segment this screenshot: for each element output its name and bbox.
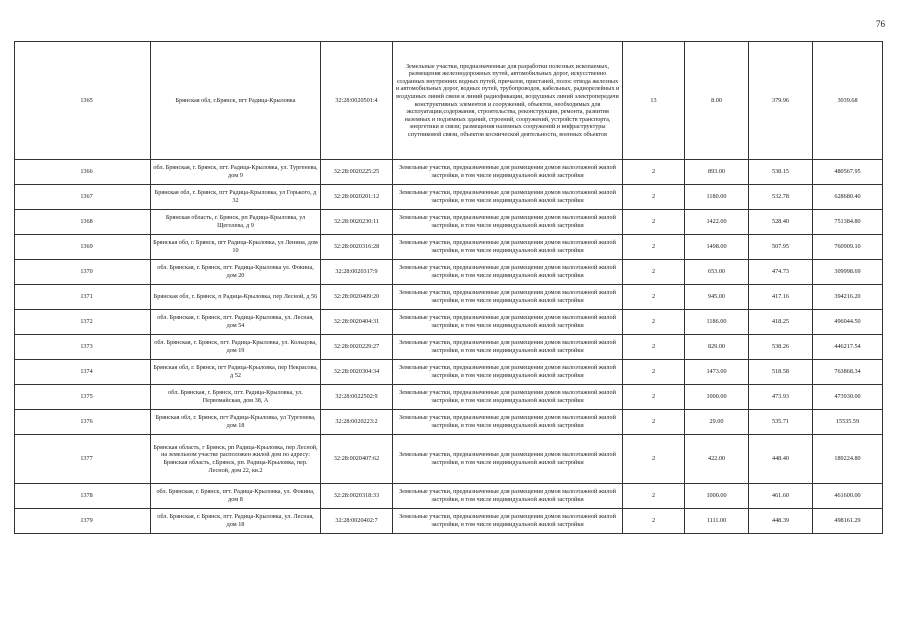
cadastral-value-cell: 189224.80 [813,435,883,484]
land-purpose-cell: Земельные участки, предназначенные для разработки полезных ископаемых, размещения железнодорожных путей, автомобильных дорог, искусственно созданных внутренних водных путей, причалов, пристаней, полос отвода железных и автомобильных дорог, водных путей, трубопроводов, кабельных, радиорелейных и воздушных линий связи и линий радиофикации, воздушных линий электропередачи конструктивных элементов и сооружений, объектов, необходимых для эксплуатации,содержания, строительства, реконструкции, ремонта, развития наземных и подземных зданий, строений, сооружений, устройств транспорта, энергетики и связи; размещения наземных сооружений и инфраструктуры спутниковой связи, объектов космической деятельности, военных объектов [393,42,623,160]
table-row [15,160,883,185]
row-number: 1375 [15,385,151,410]
cadastral-value-cell: 3039.68 [813,42,883,160]
group-cell: 2 [623,285,685,310]
address-cell: обл. Брянская, г. Брянск, пгт. Радица-Крыловка ул. Фокина, дом 20 [151,260,321,285]
cadastral-number-cell: 32:28:0020223:2 [321,410,393,435]
cadastral-value-cell: 473930.00 [813,385,883,410]
row-number: 1371 [15,285,151,310]
cadastral-number-cell: 32:28:0022502:9 [321,385,393,410]
table-row [15,385,883,410]
address-cell: Брянская область, г Брянск, рп Радица-Крыловка, пер Лесной, на земельном участке расположен жилой дом по адресу: Брянская область, г.Брянск, рп. Радица-Крыловка, пер. Лесной, дом 22, кв.2 [151,435,321,484]
cadastral-number-cell: 32:28:0020201:12 [321,185,393,210]
area-cell: 1000.00 [685,484,749,509]
table-row [15,509,883,534]
land-purpose-cell: Земельные участки, предназначенные для размещения домов малоэтажной жилой застройки, в том числе индивидуальной жилой застройки [393,410,623,435]
land-purpose-cell: Земельные участки, предназначенные для размещения домов малоэтажной жилой застройки, в том числе индивидуальной жилой застройки [393,335,623,360]
rate-cell: 379.96 [749,42,813,160]
cadastral-number-cell: 32:28:0020501:4 [321,42,393,160]
cadastral-value-cell: 394216.20 [813,285,883,310]
table-body [15,42,883,534]
table-row [15,185,883,210]
land-purpose-cell: Земельные участки, предназначенные для размещения домов малоэтажной жилой застройки, в том числе индивидуальной жилой застройки [393,435,623,484]
area-cell: 1180.00 [685,185,749,210]
row-number: 1365 [15,42,151,160]
cadastral-number-cell: 32:28:0020404:31 [321,310,393,335]
area-cell: 1422.00 [685,210,749,235]
address-cell: Брянская обл, г. Брянск, пгт Радица-Крыловка, ул Ленина, дом 10 [151,235,321,260]
cadastral-number-cell: 32:28:0020407:62 [321,435,393,484]
rate-cell: 417.16 [749,285,813,310]
rate-cell: 518.58 [749,360,813,385]
group-cell: 2 [623,484,685,509]
rate-cell: 418.25 [749,310,813,335]
land-purpose-cell: Земельные участки, предназначенные для размещения домов малоэтажной жилой застройки, в том числе индивидуальной жилой застройки [393,210,623,235]
rate-cell: 528.40 [749,210,813,235]
table-row [15,310,883,335]
cadastral-number-cell: 32:28:0020402:7 [321,509,393,534]
cadastral-value-cell: 751384.80 [813,210,883,235]
table-row [15,484,883,509]
group-cell: 2 [623,160,685,185]
cadastral-number-cell: 32:28:0020304:34 [321,360,393,385]
row-number: 1366 [15,160,151,185]
land-purpose-cell: Земельные участки, предназначенные для размещения домов малоэтажной жилой застройки, в том числе индивидуальной жилой застройки [393,385,623,410]
address-cell: обл. Брянская, г. Брянск, пгт. Радица-Крыловка, ул. Первомайская, дом 38, А [151,385,321,410]
address-cell: обл. Брянская, г. Брянск, пгт. Радица-Крыловка, ул. Кольцова, дом 19 [151,335,321,360]
row-number: 1370 [15,260,151,285]
area-cell: 945.00 [685,285,749,310]
area-cell: 1473.00 [685,360,749,385]
table-row [15,360,883,385]
address-cell: Брянская обл, г. Брянск, пгт Радица-Крыловка, ул Тургенева, дом 18 [151,410,321,435]
address-cell: Брянская обл, г. Брянск, пгт Радица-Крыловка, пер Некрасова, д 52 [151,360,321,385]
cadastral-value-cell: 628680.40 [813,185,883,210]
rate-cell: 538.26 [749,335,813,360]
address-cell: обл. Брянская, г. Брянск, пгт. Радица-Крыловка, ул. Лесная, дом 18 [151,509,321,534]
area-cell: 1000.00 [685,385,749,410]
group-cell: 2 [623,360,685,385]
cadastral-value-cell: 480567.95 [813,160,883,185]
table-row [15,260,883,285]
land-purpose-cell: Земельные участки, предназначенные для размещения домов малоэтажной жилой застройки, в том числе индивидуальной жилой застройки [393,509,623,534]
cadastral-number-cell: 32:28:0020316:28 [321,235,393,260]
cadastral-number-cell: 32:28:0020317:9 [321,260,393,285]
table-row [15,235,883,260]
address-cell: Брянская область, г. Брянск, рп Радица-Крыловка, ул Щеголева, д 9 [151,210,321,235]
address-cell: обл. Брянская, г. Брянск, пгт. Радица-Крыловка, ул. Тургенева, дом 9 [151,160,321,185]
cadastral-value-cell: 15535.59 [813,410,883,435]
table-row [15,435,883,484]
row-number: 1377 [15,435,151,484]
area-cell: 8.00 [685,42,749,160]
land-purpose-cell: Земельные участки, предназначенные для размещения домов малоэтажной жилой застройки, в том числе индивидуальной жилой застройки [393,360,623,385]
group-cell: 2 [623,310,685,335]
group-cell: 2 [623,509,685,534]
rate-cell: 507.95 [749,235,813,260]
rate-cell: 538.15 [749,160,813,185]
area-cell: 1498.00 [685,235,749,260]
row-number: 1379 [15,509,151,534]
group-cell: 2 [623,385,685,410]
group-cell: 2 [623,410,685,435]
area-cell: 29.00 [685,410,749,435]
land-purpose-cell: Земельные участки, предназначенные для размещения домов малоэтажной жилой застройки, в том числе индивидуальной жилой застройки [393,235,623,260]
cadastral-value-cell: 309998.69 [813,260,883,285]
row-number: 1367 [15,185,151,210]
land-purpose-cell: Земельные участки, предназначенные для размещения домов малоэтажной жилой застройки, в том числе индивидуальной жилой застройки [393,484,623,509]
land-purpose-cell: Земельные участки, предназначенные для размещения домов малоэтажной жилой застройки, в том числе индивидуальной жилой застройки [393,185,623,210]
group-cell: 2 [623,210,685,235]
group-cell: 2 [623,185,685,210]
row-number: 1372 [15,310,151,335]
area-cell: 893.00 [685,160,749,185]
group-cell: 2 [623,260,685,285]
row-number: 1376 [15,410,151,435]
land-plots-table [14,41,883,534]
group-cell: 2 [623,335,685,360]
row-number: 1368 [15,210,151,235]
table-row [15,42,883,160]
cadastral-value-cell: 498161.29 [813,509,883,534]
row-number: 1378 [15,484,151,509]
page-number: 76 [876,19,885,29]
cadastral-number-cell: 32:28:0020225:25 [321,160,393,185]
cadastral-value-cell: 760909.10 [813,235,883,260]
cadastral-value-cell: 496044.50 [813,310,883,335]
land-purpose-cell: Земельные участки, предназначенные для размещения домов малоэтажной жилой застройки, в том числе индивидуальной жилой застройки [393,285,623,310]
row-number: 1373 [15,335,151,360]
group-cell: 2 [623,235,685,260]
cadastral-number-cell: 32:28:0020230:11 [321,210,393,235]
land-purpose-cell: Земельные участки, предназначенные для размещения домов малоэтажной жилой застройки, в том числе индивидуальной жилой застройки [393,310,623,335]
land-purpose-cell: Земельные участки, предназначенные для размещения домов малоэтажной жилой застройки, в том числе индивидуальной жилой застройки [393,260,623,285]
rate-cell: 473.93 [749,385,813,410]
table-row [15,210,883,235]
area-cell: 829.00 [685,335,749,360]
row-number: 1374 [15,360,151,385]
group-cell: 2 [623,435,685,484]
rate-cell: 461.60 [749,484,813,509]
address-cell: Брянская обл, г. Брянск, п Радица-Крыловка, пер Лесной, д 56 [151,285,321,310]
area-cell: 1186.00 [685,310,749,335]
address-cell: обл. Брянская, г. Брянск, пгт. Радица-Крыловка, ул. Лесная, дом 54 [151,310,321,335]
address-cell: Брянская обл, г. Брянск, пгт Радица-Крыловка, ул Горького, д 32 [151,185,321,210]
cadastral-number-cell: 32:28:0020409:20 [321,285,393,310]
row-number: 1369 [15,235,151,260]
rate-cell: 474.73 [749,260,813,285]
table-row [15,285,883,310]
area-cell: 1111.00 [685,509,749,534]
address-cell: обл. Брянская, г. Брянск, пгт. Радица-Крыловка, ул. Фокина, дом 8 [151,484,321,509]
cadastral-value-cell: 461600.00 [813,484,883,509]
cadastral-number-cell: 32:28:0020229:27 [321,335,393,360]
land-purpose-cell: Земельные участки, предназначенные для размещения домов малоэтажной жилой застройки, в том числе индивидуальной жилой застройки [393,160,623,185]
rate-cell: 535.71 [749,410,813,435]
area-cell: 422.00 [685,435,749,484]
cadastral-value-cell: 763868.34 [813,360,883,385]
cadastral-number-cell: 32:28:0020318:33 [321,484,393,509]
address-cell: Брянская обл, г.Брянск, пгт Радица-Крыловка [151,42,321,160]
table-row [15,335,883,360]
table-row [15,410,883,435]
rate-cell: 448.40 [749,435,813,484]
cadastral-value-cell: 446217.54 [813,335,883,360]
rate-cell: 532.78 [749,185,813,210]
group-cell: 13 [623,42,685,160]
rate-cell: 448.39 [749,509,813,534]
area-cell: 653.00 [685,260,749,285]
